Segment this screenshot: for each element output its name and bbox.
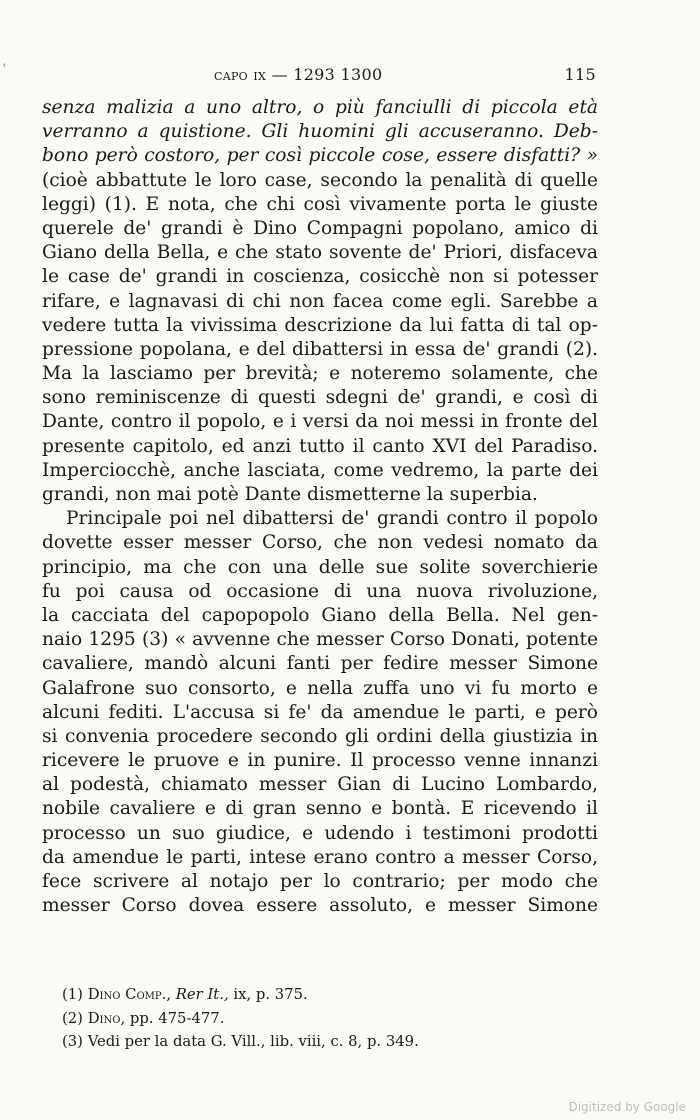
text-line: le case de' grandi in coscienza, cosicchè non si potesser	[42, 266, 598, 288]
footnote	[62, 983, 582, 1007]
page-number: 115	[564, 65, 596, 84]
text-line: dovette esser messer Corso, che non vedesi nomato da	[42, 532, 598, 554]
text-line: Ma la lasciamo per brevità; e noteremo solamente, che	[42, 363, 598, 385]
text-line: grandi, non mai potè Dante dismetterne la superbia.	[42, 484, 538, 505]
running-header	[214, 65, 596, 89]
footnote-author: Dino Comp.,	[87, 986, 172, 1003]
text-line: processo un suo giudice, e udendo i testimoni prodotti	[42, 822, 598, 844]
text-line: messer Corso dovea essere assoluto, e messer Simone	[42, 895, 598, 917]
text-line: Dante, contro il popolo, e i versi da noi messi in fronte del	[42, 411, 598, 433]
text-line: leggi) (1). E nota, che chi così vivamente porta le giuste	[42, 193, 598, 215]
text-line: Imperciocchè, anche lasciata, come vedremo, la parte dei	[42, 459, 598, 481]
footnotes	[62, 983, 582, 1054]
text-line: Giano della Bella, e che stato sovente de' Priori, disfaceva	[42, 242, 598, 264]
text-line: cavaliere, mandò alcuni fanti per fedire messer Simone	[42, 653, 598, 675]
text-line: bono però costoro, per così piccole cose, essere disfatti? »	[42, 145, 598, 167]
footnote	[62, 1030, 582, 1054]
text-line: presente capitolo, ed anzi tutto il canto XVI del Paradiso.	[42, 435, 598, 457]
margin-mark: ʿ	[3, 62, 7, 75]
text-line: querele de' grandi è Dino Compagni popolano, amico di	[42, 217, 598, 239]
text-line: fu poi causa od occasione di una nuova rivoluzione,	[42, 580, 598, 602]
footnote-author: Dino,	[87, 1009, 126, 1027]
text-line: verranno a quistione. Gli huomini gli accuseranno. Deb-	[42, 121, 598, 143]
text-line: (cioè abbattute le loro case, secondo la penalità di quelle	[42, 169, 598, 191]
text-line: pressione popolana, e del dibattersi in essa de' grandi (2).	[42, 338, 598, 360]
footnote-text: Vedi per la data G. Vill., lib. viii, c. 8, p. 349.	[87, 1033, 419, 1050]
text-line: senza malizia a uno altro, o più fanciulli di piccola età	[42, 97, 598, 118]
footnote-work: Rer It.,	[175, 986, 229, 1003]
text-line: rifare, e lagnavasi di chi non facea come egli. Sarebbe a	[42, 290, 598, 312]
footnote-number: (2)	[62, 1009, 83, 1027]
text-line: sono reminiscenze di questi sdegni de' grandi, e così di	[42, 387, 598, 409]
text-line: Principale poi nel dibattersi de' grandi contro il popolo	[66, 508, 598, 530]
running-title: capo ix — 1293 1300	[214, 65, 383, 84]
watermark: Digitized by Google	[568, 1100, 686, 1114]
footnote-text: pp. 475-477.	[129, 1009, 225, 1027]
text-line: da amendue le parti, intese erano contro a messer Corso,	[42, 846, 598, 868]
text-line: ricevere le pruove e in punire. Il processo venne innanzi	[42, 750, 598, 772]
text-line: alcuni fediti. L'accusa si fe' da amendue le parti, e però	[42, 701, 598, 723]
text-line: Galafrone suo consorto, e nella zuffa uno vi fu morto e	[42, 677, 598, 699]
text-line: naio 1295 (3) « avvenne che messer Corso Donati, potente	[42, 629, 598, 651]
text-line: fece scrivere al notajo per lo contrario; per modo che	[42, 871, 598, 892]
text-line: al podestà, chiamato messer Gian di Lucino Lombardo,	[42, 774, 598, 796]
footnote-text: ix, p. 375.	[233, 986, 308, 1003]
footnote-number: (1)	[62, 986, 83, 1003]
text-line: la cacciata del capopopolo Giano della Bella. Nel gen-	[42, 604, 598, 626]
body-text	[42, 96, 598, 918]
text-line: si convenia procedere secondo gli ordini della giustizia in	[42, 725, 598, 747]
footnote-number: (3)	[62, 1033, 83, 1050]
text-line: nobile cavaliere e di gran senno e bontà. E ricevendo il	[42, 798, 598, 820]
footnote	[62, 1007, 582, 1031]
text-line: vedere tutta la vivissima descrizione da lui fatta di tal op-	[42, 314, 598, 336]
text-line: principio, ma che con una delle sue solite soverchierie	[42, 556, 598, 578]
